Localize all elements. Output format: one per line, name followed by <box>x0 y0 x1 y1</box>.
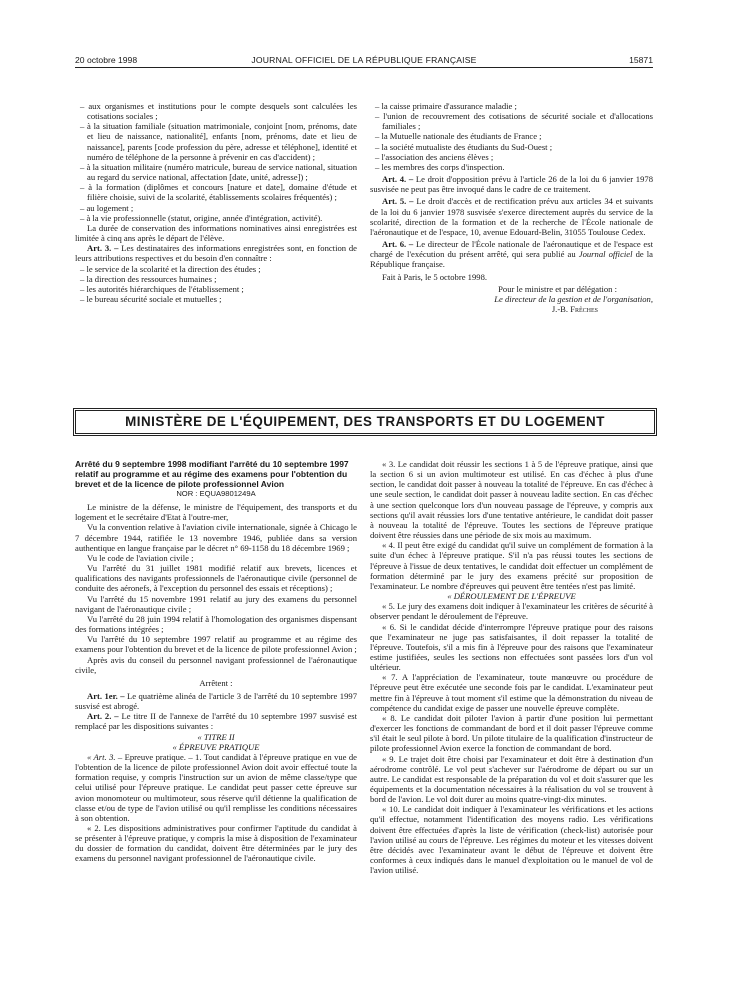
list-item: – la caisse primaire d'assurance maladie ; <box>375 101 517 111</box>
paragraph: Vu l'arrêté du 31 juillet 1981 modifié relatif aux brevets, licences et qualifications des navigants professionnels de l'aéronautique civile (personnel de conduite des aéronefs, à l'exception du personnel des essais et réceptions) ; <box>75 563 357 594</box>
article-text: de la République française. <box>370 249 653 270</box>
paragraph: Après avis du conseil du personnel navigant professionnel de l'aéronautique civile, <box>75 654 357 675</box>
list-item: – les autorités hiérarchiques de l'établissement ; <box>80 283 244 294</box>
header-journal-title: JOURNAL OFFICIEL DE LA RÉPUBLIQUE FRANÇAISE <box>251 55 477 65</box>
list-item: – la Mutuelle nationale des étudiants de France ; <box>375 131 542 142</box>
paragraph: « 5. Le jury des examens doit indiquer à l'examinateur les critères de sécurité à observer pendant le déroulement de l'épreuve. <box>370 601 653 622</box>
article-text: Le droit d'accès et de rectification prévu aux articles 34 et suivants de la loi du 6 janvier 1978 susvisée s'exerce directement auprès du service de la scolarité, direction de la formation et de la recherche de l'École nationale de l'aéronautique et de l'espace, 10, avenue Edouard-Belin, 31055 Toulouse Cedex. <box>370 196 653 237</box>
top-right-column <box>370 101 653 314</box>
paragraph: La durée de conservation des informations nominatives ainsi enregistrées est limitée à cinq ans après le départ de l'élève. <box>75 222 357 244</box>
article-text: Le directeur de l'École nationale de l'aéronautique et de l'espace est chargé de l'exécution du présent arrêté, qui sera publié au <box>370 239 653 260</box>
list-item: – aux organismes et institutions pour le compte desquels sont calculées les cotisations sociales ; <box>80 101 357 122</box>
signature-name: J.-B. Frêches <box>551 303 598 314</box>
header-page-number: 15871 <box>629 55 653 65</box>
decree-title: Arrêté du 9 septembre 1998 modifiant l'arrêté du 10 septembre 1997 relatif au programme et au régime des examens pour l'obtention du brevet et de la licence de pilote professionnel Avion <box>75 459 349 489</box>
arretent: Arrêtent : <box>199 677 233 688</box>
list-item: – la direction des ressources humaines ; <box>80 273 217 284</box>
paragraph: Vu la convention relative à l'aviation civile internationale, signée à Chicago le 7 décembre 1944, ratifiée le 13 novembre 1946, publiée dans sa version authentique en langue française par le décret n° 69-1158 du 18 décembre 1969 ; <box>75 522 357 553</box>
signature-line-1: Pour le ministre et par délégation : <box>498 283 617 294</box>
article-label: Art. 6. – <box>382 239 414 250</box>
list-item: – au logement ; <box>80 202 134 213</box>
list-item: – le bureau sécurité sociale et mutuelles ; <box>80 293 222 304</box>
paragraph: « 10. Le candidat doit indiquer à l'examinateur les vérifications et les actions qu'il effectue, notamment l'identification des moyens radio. Les vérifications doivent être effectuées d'après la liste de vérification (check-list) autorisée pour l'avion utilisé au cours de l'épreuve. Les régimes du moteur et les vitesses doivent être décidés avec l'examinateur avant le début de l'épreuve et doivent être conformes à ceux indiqués dans le manuel d'exploitation ou le manuel de vol de l'avion utilisé. <box>370 804 653 876</box>
paragraph: Vu le code de l'aviation civile ; <box>87 552 194 563</box>
paragraph: « 8. Le candidat doit piloter l'avion à partir d'une position lui permettant d'exercer les fonctions de commandant de bord et il doit passer l'épreuve comme s'il était le seul pilote à bord. Un pilote titulaire de la qualification d'instructeur de pilote professionnel Avion exerce la fonction de commandant de bord. <box>370 712 653 754</box>
article-3 <box>75 243 357 263</box>
article-text: – Epreuve pratique. – 1. Tout candidat à l'épreuve pratique en vue de l'obtention de la licence de pilote professionnel Avion doit avoir effectué toute la formation requise, y compris l'instruction sur un avion de même classe/type que celui utilisé pour l'épreuve pratique. Le candidat peut passer cette épreuve sur avion monomoteur ou multimoteur, sous réserve qu'il détienne la qualification de classe et/ou de type de l'avion utilisé ou qu'il remplisse les conditions nécessaires à son obtention. <box>75 751 357 823</box>
paragraph: Vu l'arrêté du 15 novembre 1991 relatif au jury des examens du personnel navigant de l'aéronautique civile ; <box>75 593 357 614</box>
top-left-column <box>75 101 357 304</box>
article-label: Art. 2. – <box>87 711 119 722</box>
article-label: « Art. 3. <box>87 751 116 762</box>
article-3-quoted <box>75 752 357 823</box>
article-1 <box>75 691 357 711</box>
fait-a-paris: Fait à Paris, le 5 octobre 1998. <box>382 271 488 282</box>
article-text: Le droit d'opposition prévu à l'article 26 de la loi du 6 janvier 1978 susvisée ne peut pas être invoqué dans le cadre de ce traitement. <box>370 174 653 195</box>
article-6 <box>370 239 653 269</box>
article-label: Art. 5. – <box>382 196 414 207</box>
epreuve-heading: « ÉPREUVE PRATIQUE <box>172 741 260 752</box>
list-item: – les membres des corps d'inspection. <box>375 161 505 172</box>
page-header <box>75 55 653 68</box>
paragraph: « 4. Il peut être exigé du candidat qu'il suive un complément de formation à la suite d'un échec à l'épreuve pratique. S'il n'a pas réussi toutes les sections de l'épreuve à l'issue de deux tentatives, le candidat doit effectuer un complément de formation déterminé par le jury des examens précité sur proposition de l'examinateur. Le nombre d'épreuves qui peuvent être tentées n'est pas limité. <box>370 540 653 591</box>
article-4 <box>370 174 653 194</box>
paragraph: Le ministre de la défense, le ministre de l'équipement, des transports et du logement et le secrétaire d'Etat à l'outre-mer, <box>75 502 357 523</box>
list-item: – le service de la scolarité et la direction des études ; <box>80 263 261 274</box>
article-5 <box>370 196 653 237</box>
article-label: Art. 3. – <box>87 243 119 254</box>
article-text: Le quatrième alinéa de l'article 3 de l'arrêté du 10 septembre 1997 susvisé est abrogé. <box>75 690 357 712</box>
header-date: 20 octobre 1998 <box>75 55 138 65</box>
journal-officiel-text: Journal officiel <box>578 249 633 260</box>
ministry-banner: MINISTÈRE DE L'ÉQUIPEMENT, DES TRANSPORTS ET DU LOGEMENT <box>75 410 655 434</box>
paragraph: « 9. Le trajet doit être choisi par l'examinateur et doit être à destination d'un aérodrome contrôlé. Le vol peut s'achever sur l'aérodrome de départ ou sur un autre. Le candidat est responsable de la préparation du vol et doit s'assurer que les équipements et la documentation nécessaires à la réalisation du vol se trouvent à bord de l'avion. Le vol doit durer au moins quatre-vingt-dix minutes. <box>370 753 653 805</box>
list-item: – à la formation (diplômes et concours [nature et date], domaine d'étude et filière choisie, suivi de la scolarité, établissements scolaires fréquentés) ; <box>80 182 357 203</box>
list-item: – la société mutualiste des étudiants du Sud-Ouest ; <box>375 141 553 152</box>
list-item: – à la vie professionnelle (statut, origine, année d'intégration, activité). <box>80 212 323 223</box>
paragraph: « 6. Si le candidat décide d'interrompre l'épreuve pratique pour des raisons que l'examinateur ne juge pas satisfaisantes, il doit repasser la totalité de l'épreuve. Toutefois, s'il a mis fin à l'épreuve pour des raisons que l'examinateur estime justifiées, seules les sections non effectuées sont passées lors d'un vol ultérieur. <box>370 621 653 673</box>
deroulement-heading: « DÉROULEMENT DE L'ÉPREUVE <box>447 591 576 602</box>
bottom-left-column <box>75 459 357 864</box>
titre-heading: « TITRE II <box>197 731 235 742</box>
paragraph: Vu l'arrêté du 28 juin 1994 relatif à l'homologation des organismes dispensant des formations intégrées ; <box>75 613 357 635</box>
nor-reference: NOR : EQUA9801249A <box>176 489 256 498</box>
paragraph: Vu l'arrêté du 10 septembre 1997 relatif au programme et au régime des examens pour l'obtention du brevet et de la licence de pilote professionnel Avion ; <box>75 634 357 655</box>
list-item: – à la situation familiale (situation matrimoniale, conjoint [nom, prénoms, date et lieu de naissance, nationalité], enfants [nom, prénoms, date et lieu de naissance], parents [code profession du père, adresse et téléphone], identité et numéro de téléphone de la personne à prévenir en cas d'accident) ; <box>80 121 357 162</box>
list-item: – l'union de recouvrement des cotisations de sécurité sociale et d'allocations familiales ; <box>375 111 653 132</box>
paragraph: « 3. Le candidat doit réussir les sections 1 à 5 de l'épreuve pratique, ainsi que la section 6 si un avion multimoteur est utilisé. En cas d'échec à plus d'une section, le candidat doit passer à nouveau la totalité de l'épreuve. En cas d'échec à une seule section, le candidat doit passer à nouveau ladite section. En cas d'échec à une section quelconque lors d'un nouveau passage de l'épreuve, y compris aux sections qu'il avait réussies lors d'une tentative antérieure, le candidat doit passer à nouveau la totalité de l'épreuve. Toutes les sections de l'épreuve pratique doivent être réussies dans une période de six mois au maximum. <box>370 459 653 541</box>
article-text: Le titre II de l'annexe de l'arrêté du 10 septembre 1997 susvisé est remplacé par les dispositions suivantes : <box>75 711 357 732</box>
list-item: – à la situation militaire (numéro matricule, bureau de service national, situation au regard du service national, affectation [date, unité, adresse]) ; <box>80 161 357 183</box>
signature-line-2: Le directeur de la gestion et de l'organisation, <box>494 293 653 304</box>
article-2 <box>75 711 357 731</box>
paragraph: « 7. A l'appréciation de l'examinateur, toute manœuvre ou procédure de l'épreuve peut être exécutée une seconde fois par le candidat. L'examinateur peut mettre fin à l'épreuve à tout moment s'il estime que la démonstration du niveau de compétence du candidat exige de passer une nouvelle épreuve complète. <box>370 672 653 713</box>
article-label: Art. 4. – <box>382 174 414 185</box>
paragraph: « 2. Les dispositions administratives pour confirmer l'aptitude du candidat à se présenter à l'épreuve pratique, y compris la mise à disposition de l'examinateur du dossier de formation du candidat, doivent être déterminées par le jury des examens du personnel navigant professionnel de l'aéronautique civile. <box>75 823 357 864</box>
article-text: Les destinataires des informations enregistrées sont, en fonction de leurs attributions respectives et du besoin d'en connaître : <box>75 243 357 264</box>
list-item: – l'association des anciens élèves ; <box>375 151 494 162</box>
bottom-right-column <box>370 459 653 875</box>
article-label: Art. 1er. – <box>87 690 125 701</box>
